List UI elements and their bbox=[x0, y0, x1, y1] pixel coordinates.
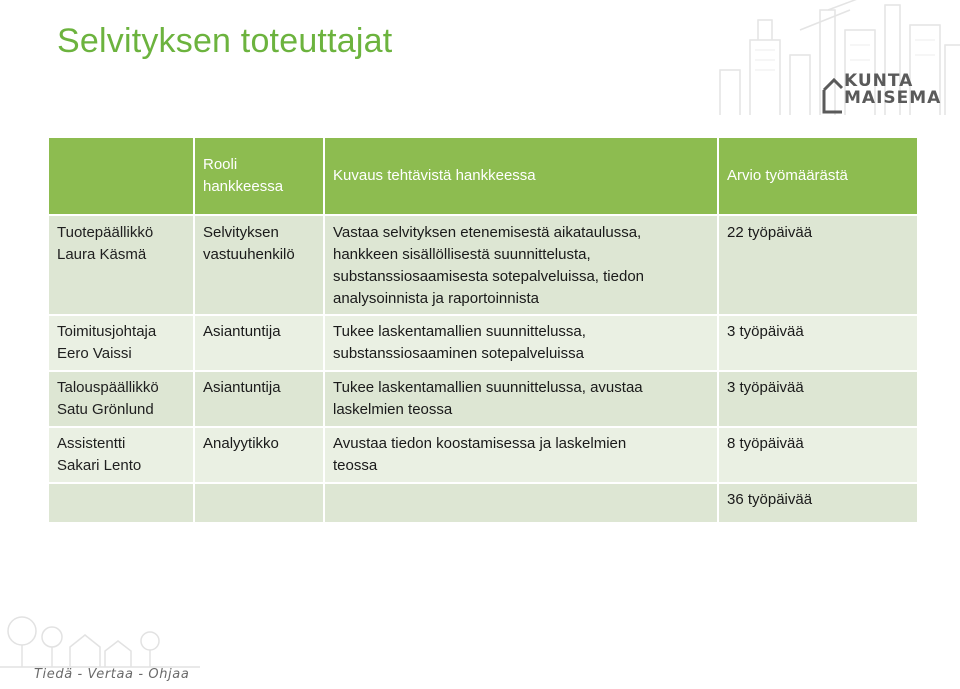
person-name: Eero Vaissi bbox=[57, 345, 132, 362]
role-line: Asiantuntija bbox=[203, 323, 281, 340]
person-name: Sakari Lento bbox=[57, 457, 142, 474]
description-cell bbox=[325, 316, 717, 370]
header-role-label: Rooli hankkeessa bbox=[203, 156, 284, 195]
header-role bbox=[195, 138, 323, 214]
table-row bbox=[49, 216, 917, 314]
role-cell bbox=[195, 216, 323, 314]
person-cell bbox=[49, 428, 193, 482]
role-line: Selvityksen bbox=[203, 224, 279, 241]
table-row bbox=[49, 316, 917, 370]
logo-wordmark bbox=[844, 73, 941, 107]
role-line: Analyytikko bbox=[203, 435, 279, 452]
description-line: substanssiosaamisesta sotepalveluissa, tiedon bbox=[333, 268, 645, 285]
description-line: Tukee laskentamallien suunnittelussa, bbox=[333, 323, 586, 340]
effort-cell: 8 työpäivää bbox=[719, 428, 917, 482]
person-title: Tuotepäällikkö bbox=[57, 224, 154, 241]
header-description: Kuvaus tehtävistä hankkeessa bbox=[325, 138, 717, 214]
description-cell bbox=[325, 428, 717, 482]
person-title: Toimitusjohtaja bbox=[57, 323, 157, 340]
effort-cell: 3 työpäivää bbox=[719, 372, 917, 426]
table-row bbox=[49, 372, 917, 426]
description-line: Avustaa tiedon koostamisessa ja laskelmien bbox=[333, 435, 627, 452]
person-cell bbox=[49, 372, 193, 426]
description-line: laskelmien teossa bbox=[333, 401, 453, 418]
table-row bbox=[49, 428, 917, 482]
empty-cell bbox=[195, 484, 323, 522]
table-header-row bbox=[49, 138, 917, 214]
person-cell bbox=[49, 316, 193, 370]
description-line: Vastaa selvityksen etenemisestä aikataulussa, bbox=[333, 224, 642, 241]
description-line: Tukee laskentamallien suunnittelussa, avustaa bbox=[333, 379, 643, 396]
role-cell bbox=[195, 316, 323, 370]
description-cell bbox=[325, 216, 717, 314]
header-person bbox=[49, 138, 193, 214]
description-line: substanssiosaaminen sotepalveluissa bbox=[333, 345, 584, 362]
person-title: Assistentti bbox=[57, 435, 126, 452]
empty-cell bbox=[49, 484, 193, 522]
effort-cell: 3 työpäivää bbox=[719, 316, 917, 370]
description-line: analysoinnista ja raportoinnista bbox=[333, 290, 539, 307]
description-line: hankkeen sisällöllisestä suunnittelusta, bbox=[333, 246, 591, 263]
person-name: Laura Käsmä bbox=[57, 246, 147, 263]
person-name: Satu Grönlund bbox=[57, 401, 154, 418]
role-line: Asiantuntija bbox=[203, 379, 281, 396]
logo-line-2: MAISEMA bbox=[844, 88, 942, 108]
logo-line-1: KUNTA bbox=[844, 71, 914, 91]
slide-title: Selvityksen toteuttajat bbox=[57, 22, 393, 60]
person-title: Talouspäällikkö bbox=[57, 379, 159, 396]
header-effort: Arvio työmäärästä bbox=[719, 138, 917, 214]
empty-cell bbox=[325, 484, 717, 522]
total-effort-cell: 36 työpäivää bbox=[719, 484, 917, 522]
role-line: vastuuhenkilö bbox=[203, 246, 295, 263]
description-cell bbox=[325, 372, 717, 426]
description-line: teossa bbox=[333, 457, 378, 474]
staff-table bbox=[47, 136, 919, 524]
footer-tagline: Tiedä - Vertaa - Ohjaa bbox=[34, 667, 190, 682]
role-cell bbox=[195, 428, 323, 482]
person-cell bbox=[49, 216, 193, 314]
total-row bbox=[49, 484, 917, 522]
role-cell bbox=[195, 372, 323, 426]
effort-cell: 22 työpäivää bbox=[719, 216, 917, 314]
